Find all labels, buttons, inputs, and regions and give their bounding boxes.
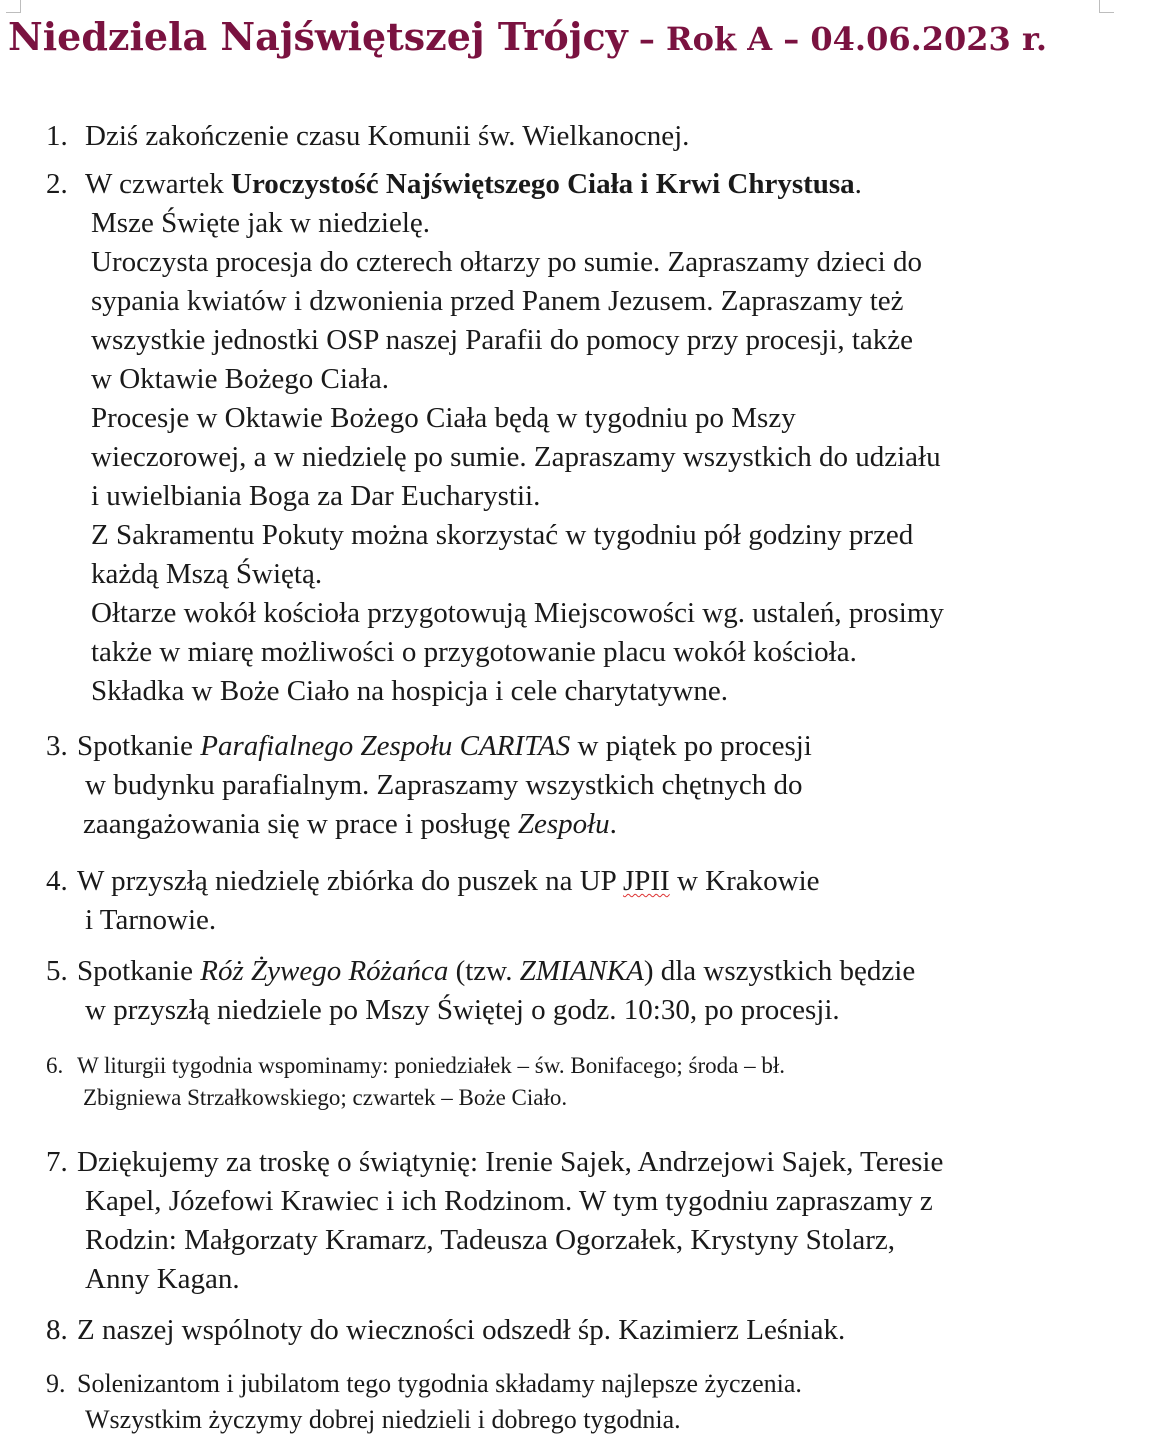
- item-number: 3.: [46, 730, 68, 762]
- announcement-item-3: [46, 727, 1116, 844]
- text-run: W przyszłą niedzielę zbiórka do puszek na UP: [77, 865, 623, 897]
- item-text: wszystkie jednostki OSP naszej Parafii do pomocy przy procesji, także: [91, 324, 914, 356]
- item-text: także w miarę możliwości o przygotowanie placu wokół kościoła.: [91, 636, 857, 668]
- text-run: ) dla wszystkich będzie: [643, 955, 916, 987]
- item-text: W liturgii tygodnia wspominamy: poniedziałek – św. Bonifacego; środa – bł.: [77, 1053, 785, 1078]
- text-run: w piątek po procesji: [570, 730, 812, 762]
- item-text: Z Sakramentu Pokuty można skorzystać w tygodniu pół godziny przed: [91, 519, 914, 551]
- spellcheck-marked-text: JPII: [622, 865, 670, 897]
- text-run: .: [854, 168, 862, 200]
- item-text: Msze Święte jak w niedzielę.: [91, 207, 431, 239]
- italic-text: Parafialnego Zespołu CARITAS: [200, 730, 571, 762]
- item-text: sypania kwiatów i dzwonienia przed Panem Jezusem. Zapraszamy też: [91, 285, 904, 317]
- item-text: w przyszłą niedziele po Mszy Świętej o godz. 10:30, po procesji.: [85, 994, 840, 1026]
- announcement-item-9: [46, 1366, 1116, 1438]
- text-run: W czwartek: [85, 168, 231, 200]
- text-run: w Krakowie: [669, 865, 820, 897]
- bold-text: Uroczystość Najświętszego Ciała i Krwi Chrystusa: [231, 168, 855, 200]
- item-number: 5.: [46, 955, 68, 987]
- page-corner-mark-left: [6, 0, 21, 13]
- item-text: Z naszej wspólnoty do wieczności odszedł śp. Kazimierz Leśniak.: [77, 1314, 846, 1346]
- text-run: (tzw.: [448, 955, 520, 987]
- item-text: Zbigniewa Strzałkowskiego; czwartek – Boże Ciało.: [83, 1085, 568, 1110]
- item-text: Procesje w Oktawie Bożego Ciała będą w tygodniu po Mszy: [91, 402, 796, 434]
- italic-text: Zespołu: [517, 808, 610, 840]
- announcement-item-5: [46, 952, 1116, 1030]
- title-separator: –: [772, 20, 811, 58]
- italic-text: ZMIANKA: [519, 955, 644, 987]
- announcement-item-4: [46, 862, 1116, 940]
- page-corner-mark-right: [1099, 0, 1114, 13]
- item-text: Dziękujemy za troskę o świątynię: Irenie Sajek, Andrzejowi Sajek, Teresie: [77, 1146, 944, 1178]
- announcement-item-6: [46, 1050, 1116, 1114]
- item-text: Ołtarze wokół kościoła przygotowują Miejscowości wg. ustaleń, prosimy: [91, 597, 944, 629]
- item-number: 1.: [46, 120, 68, 152]
- item-text: Rodzin: Małgorzaty Kramarz, Tadeusza Ogorzałek, Krystyny Stolarz,: [85, 1224, 895, 1256]
- title-date: 04.06.2023 r.: [810, 20, 1047, 58]
- announcement-item-7: [46, 1143, 1116, 1299]
- text-run: .: [609, 808, 617, 840]
- italic-text: Róż Żywego Różańca: [200, 955, 449, 987]
- page-title: [8, 14, 1047, 59]
- item-number: 8.: [46, 1314, 68, 1346]
- item-text: [77, 952, 1116, 991]
- item-text: każdą Mszą Świętą.: [91, 558, 323, 590]
- item-text: w Oktawie Bożego Ciała.: [91, 363, 389, 395]
- text-run: Spotkanie: [77, 730, 201, 762]
- text-run: Spotkanie: [77, 955, 201, 987]
- announcement-item-2: [46, 165, 1116, 711]
- item-text: Uroczysta procesja do czterech ołtarzy po sumie. Zapraszamy dzieci do: [91, 246, 922, 278]
- item-text: [77, 727, 1116, 766]
- item-text: [85, 165, 1116, 204]
- item-number: 2.: [46, 168, 68, 200]
- item-number: 7.: [46, 1146, 68, 1178]
- item-text: [83, 805, 1116, 844]
- title-main: Niedziela Najświętszej Trójcy: [8, 14, 628, 59]
- item-text: i Tarnowie.: [85, 904, 217, 936]
- item-number: 4.: [46, 865, 68, 897]
- item-number: 9.: [46, 1369, 66, 1398]
- item-text: [77, 862, 1116, 901]
- item-text: Wszystkim życzymy dobrej niedzieli i dobrego tygodnia.: [85, 1405, 681, 1434]
- item-text: i uwielbiania Boga za Dar Eucharystii.: [91, 480, 541, 512]
- title-year: Rok A: [666, 20, 773, 58]
- title-separator: –: [627, 20, 667, 58]
- item-text: Składka w Boże Ciało na hospicja i cele charytatywne.: [91, 675, 728, 707]
- item-text: wieczorowej, a w niedzielę po sumie. Zapraszamy wszystkich do udziału: [91, 441, 941, 473]
- item-number: 6.: [46, 1053, 64, 1078]
- text-run: zaangażowania się w prace i posługę: [83, 808, 518, 840]
- item-text: Solenizantom i jubilatom tego tygodnia składamy najlepsze życzenia.: [77, 1369, 802, 1398]
- item-text: Kapel, Józefowi Krawiec i ich Rodzinom. W tym tygodniu zapraszamy z: [85, 1185, 933, 1217]
- item-text: Dziś zakończenie czasu Komunii św. Wielkanocnej.: [85, 120, 690, 152]
- announcement-item-1: [46, 117, 1116, 156]
- announcement-item-8: [46, 1311, 1116, 1350]
- item-text: Anny Kagan.: [85, 1263, 240, 1295]
- item-text: w budynku parafialnym. Zapraszamy wszystkich chętnych do: [85, 769, 803, 801]
